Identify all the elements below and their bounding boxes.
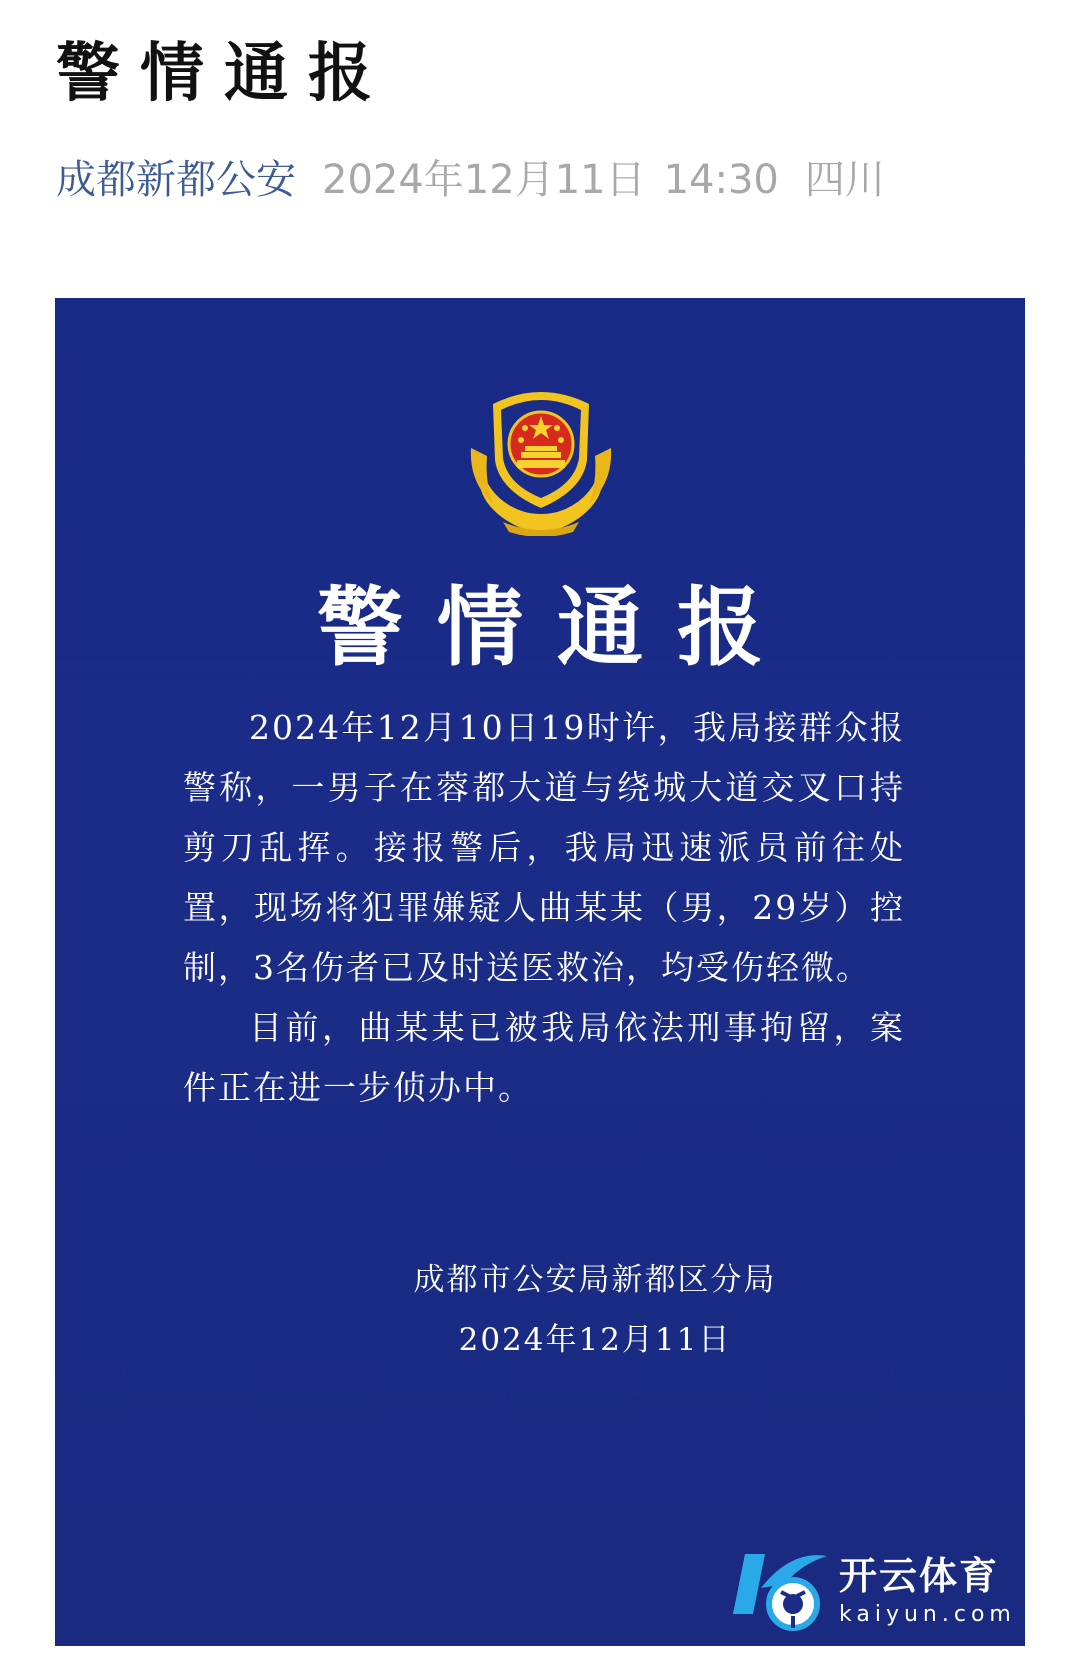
notice-signature — [55, 1250, 1025, 1370]
article-meta — [56, 150, 885, 210]
police-emblem-icon — [463, 386, 619, 536]
issuer-name: 成都市公安局新都区分局 — [413, 1262, 777, 1298]
notice-paragraph: 目前，曲某某已被我局依法刑事拘留，案件正在进一步侦办中。 — [183, 1008, 905, 1107]
notice-body — [183, 698, 905, 1118]
article-title: 警情通报 — [56, 37, 392, 111]
notice-heading: 警情通报 — [317, 577, 797, 678]
publish-region: 四川 — [804, 157, 885, 203]
publish-time: 14:30 — [663, 157, 779, 203]
issue-date: 2024年12月11日 — [458, 1322, 732, 1358]
author-link[interactable]: 成都新都公安 — [56, 157, 296, 203]
publish-date: 2024年12月11日 — [322, 157, 646, 203]
watermark-domain: kaiyun.com — [839, 1602, 1016, 1627]
notice-paragraph: 2024年12月10日19时许，我局接群众报警称，一男子在蓉都大道与绕城大道交叉口持剪刀乱挥。接报警后，我局迅速派员前往处置，现场将犯罪嫌疑人曲某某（男，29岁）控制，3名伤者已及时送医救治，均受伤轻微。 — [183, 708, 905, 987]
watermark — [731, 1544, 1016, 1640]
watermark-brand: 开云体育 — [839, 1554, 1000, 1598]
watermark-logo-icon — [731, 1544, 835, 1640]
police-notice-image — [55, 298, 1025, 1646]
